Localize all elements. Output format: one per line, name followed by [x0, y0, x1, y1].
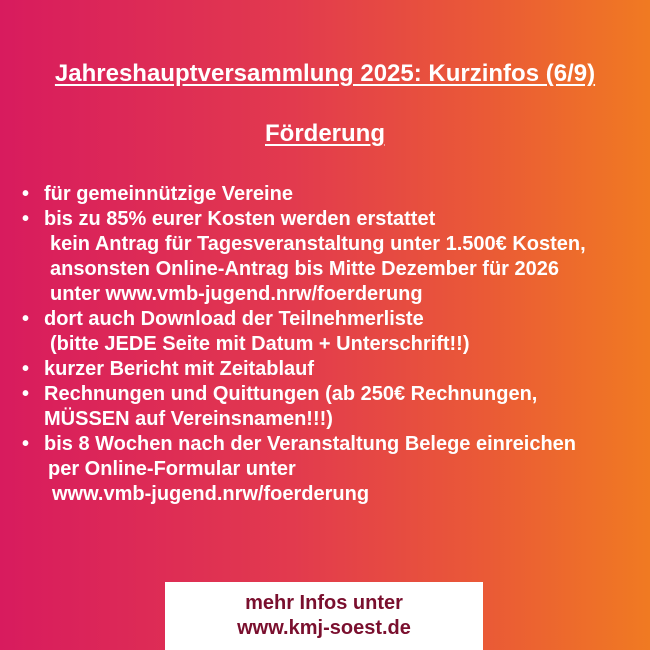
bullet-icon: •	[22, 433, 30, 455]
bullet-line: kurzer Bericht mit Zeitablauf	[44, 358, 315, 380]
bullet-item-bericht	[22, 357, 642, 382]
bullet-line: bis 8 Wochen nach der Veranstaltung Belege einreichen	[44, 433, 577, 455]
bullet-icon: •	[22, 183, 30, 205]
bullet-list	[22, 182, 642, 507]
bullet-icon: •	[22, 383, 30, 405]
footer-text: mehr Infos unter	[245, 592, 403, 614]
bullet-line: dort auch Download der Teilnehmerliste	[44, 308, 424, 330]
bullet-line: ansonsten Online-Antrag bis Mitte Dezember für 2026	[50, 258, 559, 280]
bullet-item-rechnungen	[22, 382, 642, 432]
bullet-line: für gemeinnützige Vereine	[44, 183, 293, 205]
bullet-item-teilnehmerliste	[22, 307, 642, 357]
section-title: Förderung	[265, 120, 385, 147]
bullet-line-link: unter www.vmb-jugend.nrw/foerderung	[50, 283, 423, 305]
bullet-icon: •	[22, 308, 30, 330]
footer-website: www.kmj-soest.de	[237, 617, 411, 639]
bullet-line: MÜSSEN auf Vereinsnamen!!!)	[44, 408, 333, 430]
bullet-line-link: www.vmb-jugend.nrw/foerderung	[52, 483, 370, 505]
page-title: Jahreshauptversammlung 2025: Kurzinfos (6/9)	[54, 60, 596, 87]
bullet-item-belege	[22, 432, 642, 507]
bullet-icon: •	[22, 358, 30, 380]
bullet-line: bis zu 85% eurer Kosten werden erstattet	[44, 208, 436, 230]
info-footer-box	[165, 582, 483, 650]
bullet-icon: •	[22, 208, 30, 230]
bullet-line: Rechnungen und Quittungen (ab 250€ Rechnungen,	[44, 383, 538, 405]
bullet-item-kosten	[22, 207, 642, 307]
bullet-item-vereine	[22, 182, 642, 207]
bullet-line: kein Antrag für Tagesveranstaltung unter 1.500€ Kosten,	[50, 233, 586, 255]
bullet-line: per Online-Formular unter	[48, 458, 296, 480]
bullet-line: (bitte JEDE Seite mit Datum + Unterschrift!!)	[50, 333, 470, 355]
